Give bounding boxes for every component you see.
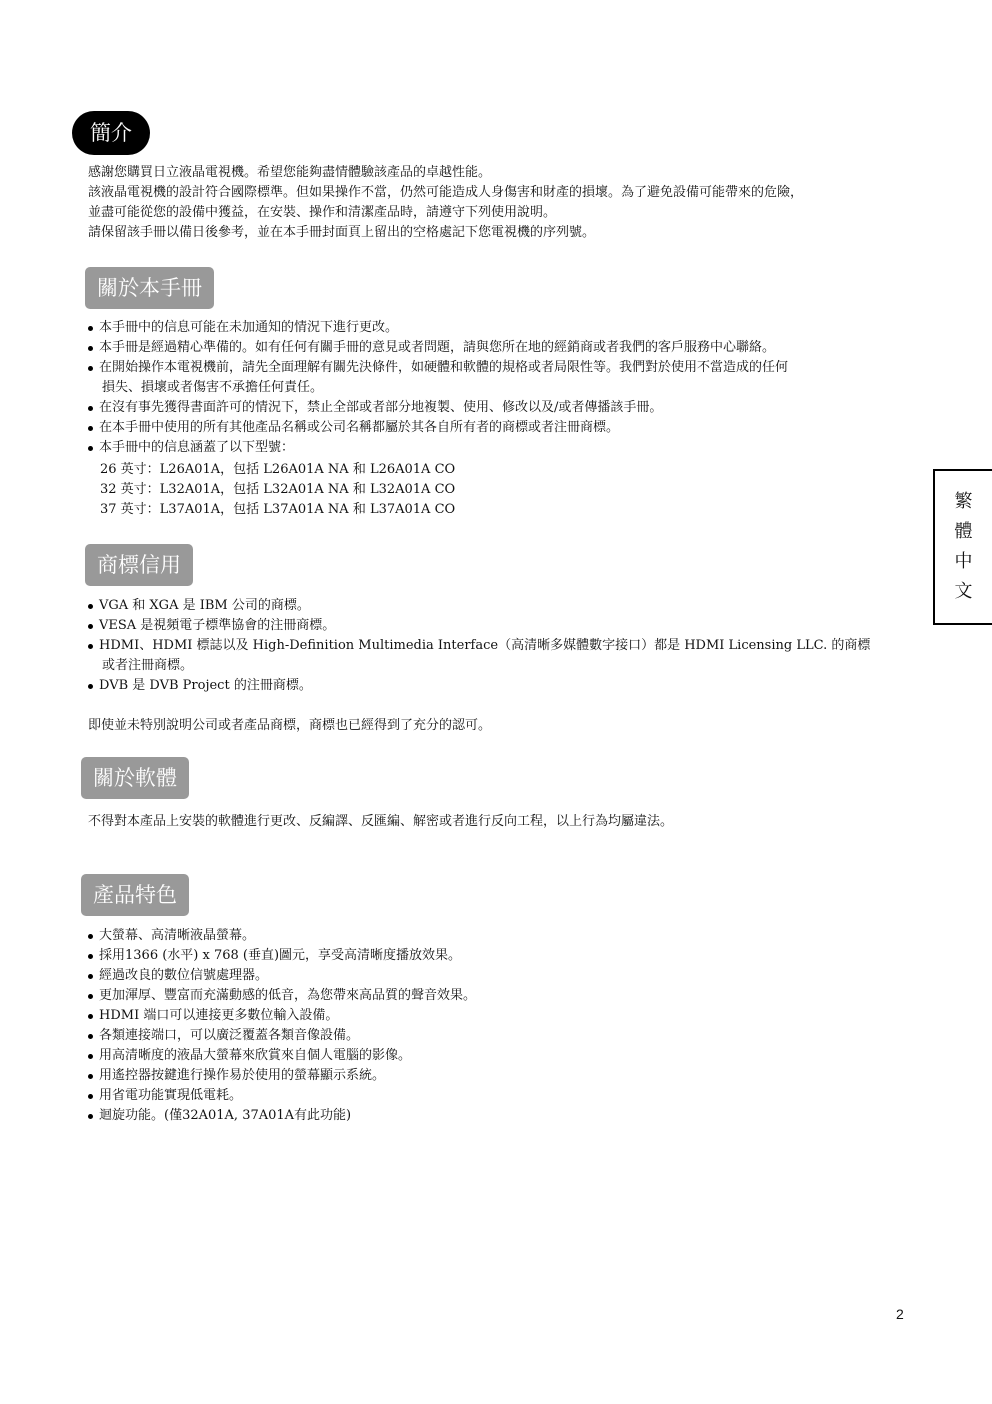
intro-line: 並盡可能從您的設備中獲益，在安裝、操作和清潔產品時，請遵守下列使用說明。	[88, 205, 557, 220]
trademarks-heading: 商標信用	[85, 544, 193, 586]
list-item: 更加渾厚、豐富而充滿動感的低音，為您帶來高品質的聲音效果。	[87, 986, 917, 1006]
intro-line: 請保留該手冊以備日後參考，並在本手冊封面頁上留出的空格處記下您電視機的序列號。	[88, 225, 596, 240]
list-item-continuation: 損失、損壞或者傷害不承擔任何責任。	[102, 380, 324, 395]
list-item: 迴旋功能。(僅32A01A, 37A01A有此功能)	[87, 1106, 917, 1126]
software-heading: 關於軟體	[81, 757, 189, 799]
list-item: 在沒有事先獲得書面許可的情況下，禁止全部或者部分地複製、使用、修改以及/或者傳播該手冊。	[87, 398, 917, 418]
model-list	[88, 460, 455, 520]
language-tab-char: 文	[954, 581, 973, 602]
page-number: 2	[896, 1306, 904, 1322]
software-text: 不得對本產品上安裝的軟體進行更改、反編譯、反匯編、解密或者進行反向工程，以上行為均屬違法。	[88, 814, 674, 829]
list-item: 大螢幕、高清晰液晶螢幕。	[87, 926, 917, 946]
model-line: 37 英寸：L37A01A，包括 L37A01A NA 和 L37A01A CO	[100, 502, 456, 517]
list-item: VESA 是視頻電子標準協會的注冊商標。	[87, 616, 917, 636]
list-item: 用省電功能實現低電耗。	[87, 1086, 917, 1106]
list-item: VGA 和 XGA 是 IBM 公司的商標。	[87, 596, 917, 616]
intro-heading: 簡介	[72, 111, 150, 155]
manual-list	[87, 318, 917, 458]
list-item: HDMI 端口可以連接更多數位輸入設備。	[87, 1006, 917, 1026]
model-line: 32 英寸：L32A01A，包括 L32A01A NA 和 L32A01A CO	[100, 482, 456, 497]
list-item: 本手冊中的信息涵蓋了以下型號：	[87, 438, 917, 458]
list-item: 本手冊中的信息可能在未加通知的情況下進行更改。	[87, 318, 917, 338]
language-tab	[933, 469, 992, 625]
features-heading: 產品特色	[81, 874, 189, 916]
trademarks-note: 即使並未特別說明公司或者產品商標，商標也已經得到了充分的認可。	[88, 718, 492, 733]
list-item: 各類連接端口，可以廣泛覆蓋各類音像設備。	[87, 1026, 917, 1046]
intro-paragraph	[88, 163, 918, 243]
list-item: 用遙控器按鍵進行操作易於使用的螢幕顯示系統。	[87, 1066, 917, 1086]
language-tab-char: 中	[954, 551, 973, 572]
manual-heading: 關於本手冊	[85, 267, 214, 309]
language-tab-char: 繁	[954, 491, 973, 512]
trademarks-list	[87, 596, 917, 696]
list-item: DVB 是 DVB Project 的注冊商標。	[87, 676, 917, 696]
list-item: HDMI、HDMI 標誌以及 High-Definition Multimedia Interface（高清晰多媒體數字接口）都是 HDMI Licensing LLC. 的商標 或者注冊商標。	[87, 636, 917, 676]
list-item: 在本手冊中使用的所有其他產品名稱或公司名稱都屬於其各自所有者的商標或者注冊商標。	[87, 418, 917, 438]
language-tab-char: 體	[954, 521, 973, 542]
list-item-continuation: 或者注冊商標。	[102, 658, 194, 673]
model-line: 26 英寸：L26A01A，包括 L26A01A NA 和 L26A01A CO	[100, 462, 456, 477]
intro-line: 感謝您購買日立液晶電視機。希望您能夠盡情體驗該產品的卓越性能。	[88, 165, 492, 180]
list-item: 經過改良的數位信號處理器。	[87, 966, 917, 986]
list-item: 本手冊是經過精心準備的。如有任何有關手冊的意見或者問題，請與您所在地的經銷商或者我們的客戶服務中心聯絡。	[87, 338, 917, 358]
list-item: 在開始操作本電視機前，請先全面理解有關先決條件，如硬體和軟體的規格或者局限性等。我們對於使用不當造成的任何 損失、損壞或者傷害不承擔任何責任。	[87, 358, 917, 398]
list-item: 採用1366 (水平) x 768 (垂直)圖元，享受高清晰度播放效果。	[87, 946, 917, 966]
intro-line: 該液晶電視機的設計符合國際標準。但如果操作不當，仍然可能造成人身傷害和財產的損壞。為了避免設備可能帶來的危險，	[88, 185, 804, 200]
features-list	[87, 926, 917, 1126]
list-item: 用高清晰度的液晶大螢幕來欣賞來自個人電腦的影像。	[87, 1046, 917, 1066]
